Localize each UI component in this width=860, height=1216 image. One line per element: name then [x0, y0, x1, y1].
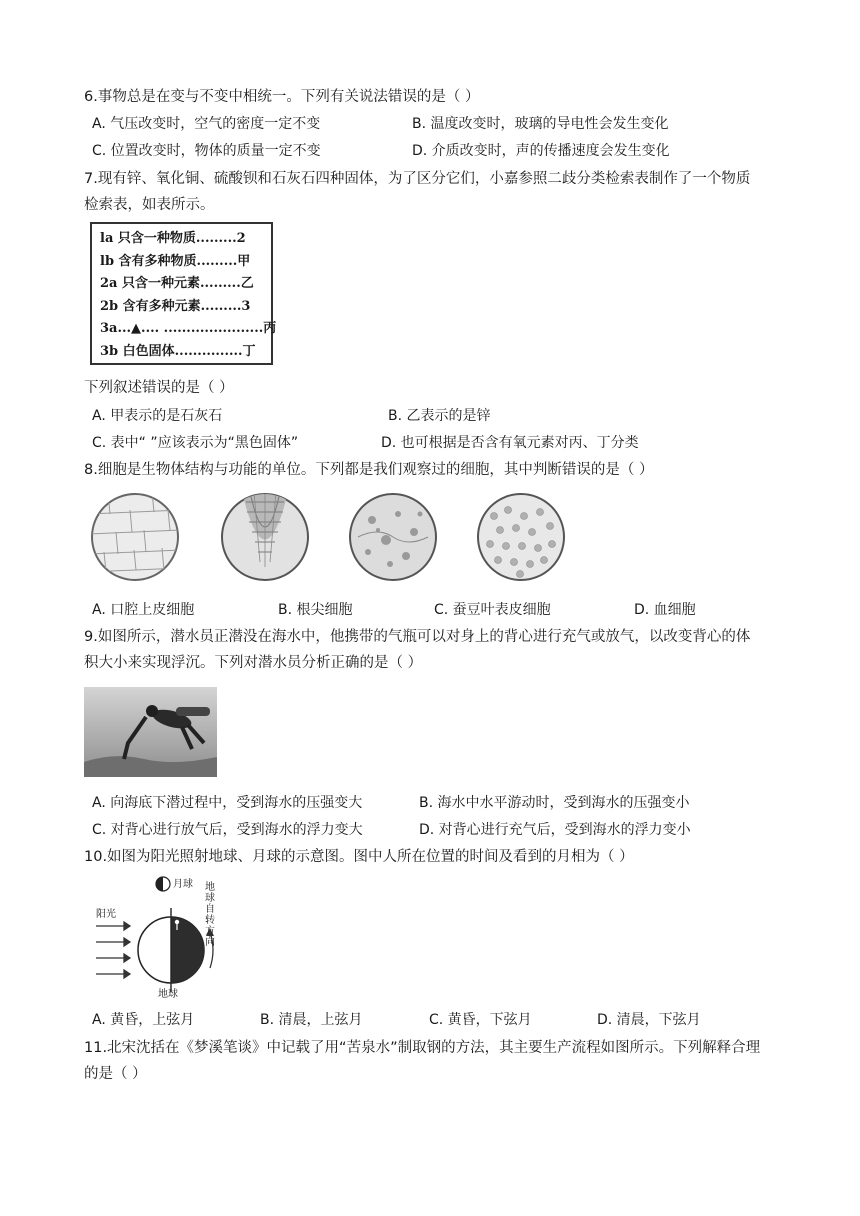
q6-option-c: C. 位置改变时，物体的质量一定不变: [92, 143, 321, 159]
key-row-2a: 2a 只含一种元素.........乙: [100, 276, 254, 291]
diver-photo: [84, 687, 217, 777]
dichotomous-key-table: [90, 222, 277, 365]
key-row-1b: lb 含有多种物质.........甲: [100, 253, 251, 269]
sunlight-label: 阳光: [96, 909, 116, 920]
q8-option-d: D. 血细胞: [634, 602, 696, 618]
key-row-3a: 3a...▲.... ......................丙: [100, 321, 277, 336]
sunlight-arrows: [96, 922, 130, 978]
q7-option-d: D. 也可根据是否含有氧元素对丙、丁分类: [381, 435, 639, 451]
question-10-stem: 10.如图为阳光照射地球、月球的示意图。图中人所在位置的时间及看到的月相为（ ）: [84, 849, 634, 865]
key-row-2b: 2b 含有多种元素.........3: [100, 298, 251, 314]
q7-option-b: B. 乙表示的是锌: [388, 408, 491, 424]
q9-option-b: B. 海水中水平游动时，受到海水的压强变小: [419, 795, 690, 811]
earth-label: 地球: [158, 989, 178, 1000]
earth-rotation-direction-label: 地球自转方向: [205, 882, 215, 948]
q6-option-b: B. 温度改变时，玻璃的导电性会发生变化: [412, 116, 669, 132]
question-7-stem-line1: 7.现有锌、氧化铜、硫酸钡和石灰石四种固体，为了区分它们，小嘉参照二歧分类检索表制作了一个物质: [84, 171, 751, 187]
q6-option-d: D. 介质改变时，声的传播速度会发生变化: [412, 143, 670, 159]
earth-icon: [138, 908, 204, 992]
question-7-prompt: 下列叙述错误的是（ ）: [84, 380, 234, 396]
q9-option-a: A. 向海底下潜过程中，受到海水的压强变大: [92, 795, 363, 811]
question-8-stem: 8.细胞是生物体结构与功能的单位。下列都是我们观察过的细胞，其中判断错误的是（ ）: [84, 462, 654, 478]
question-9-stem-line1: 9.如图所示，潜水员正潜没在海水中，他携带的气瓶可以对身上的背心进行充气或放气，以改变背心的体: [84, 629, 751, 645]
q7-option-a: A. 甲表示的是石灰石: [92, 408, 223, 424]
key-row-1a: la 只含一种物质.........2: [100, 231, 246, 246]
person-marker-icon: [175, 920, 179, 924]
cheek-cell-micrograph: [90, 492, 180, 582]
q10-option-c: C. 黄昏，下弦月: [429, 1012, 532, 1028]
question-9-stem-line2: 积大小来实现浮沉。下列对潜水员分析正确的是（ ）: [84, 655, 423, 671]
root-tip-cell-micrograph: [220, 492, 310, 582]
q8-option-a: A. 口腔上皮细胞: [92, 602, 195, 618]
broad-bean-leaf-epidermis-micrograph: [348, 492, 438, 582]
q10-option-a: A. 黄昏，上弦月: [92, 1012, 195, 1028]
q9-option-d: D. 对背心进行充气后，受到海水的浮力变小: [419, 822, 691, 838]
moon-label: 月球: [173, 879, 193, 890]
question-6-stem: 6.事物总是在变与不变中相统一。下列有关说法错误的是（ ）: [84, 89, 480, 105]
sun-earth-moon-diagram: [86, 872, 226, 1000]
q8-option-c: C. 蚕豆叶表皮细胞: [434, 602, 551, 618]
question-11-stem-line1: 11.北宋沈括在《梦溪笔谈》中记载了用“苦泉水”制取钢的方法，其主要生产流程如图所示。下列解释合理: [84, 1040, 761, 1056]
q7-option-c: C. 表中“ ”应该表示为“黑色固体”: [92, 435, 299, 451]
question-7-stem-line2: 检索表，如表所示。: [84, 197, 215, 213]
q10-option-d: D. 清晨，下弦月: [597, 1012, 701, 1028]
key-row-3b: 3b 白色固体...............丁: [100, 343, 256, 359]
q6-option-a: A. 气压改变时，空气的密度一定不变: [92, 116, 321, 132]
q9-option-c: C. 对背心进行放气后，受到海水的浮力变大: [92, 822, 363, 838]
question-11-stem-line2: 的是（ ）: [84, 1066, 147, 1082]
blood-cell-micrograph: [476, 492, 566, 582]
q8-option-b: B. 根尖细胞: [278, 602, 353, 618]
q10-option-b: B. 清晨，上弦月: [260, 1012, 363, 1028]
